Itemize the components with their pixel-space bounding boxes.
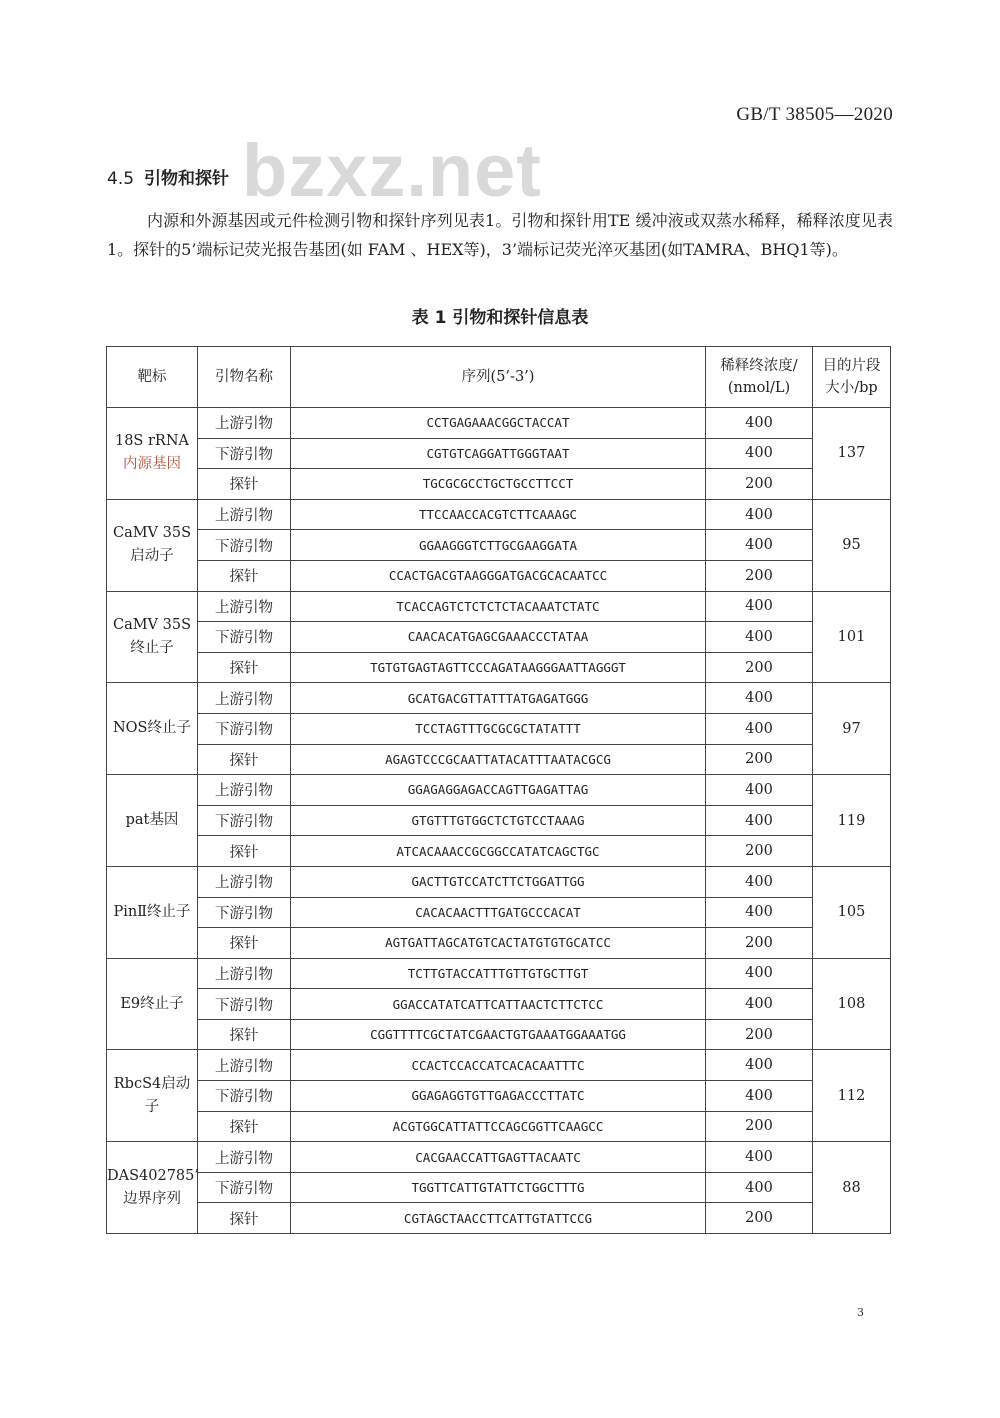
concentration-cell: 400 bbox=[706, 622, 813, 653]
primer-name-cell: 探针 bbox=[198, 744, 291, 775]
sequence-cell: TGCGCGCCTGCTGCCTTCCT bbox=[291, 469, 706, 500]
table-row bbox=[107, 1203, 891, 1234]
table-row bbox=[107, 591, 891, 622]
table-row bbox=[107, 928, 891, 959]
concentration-cell: 200 bbox=[706, 469, 813, 500]
table-row bbox=[107, 1142, 891, 1173]
target-sublabel: 终止子 bbox=[130, 639, 174, 656]
sequence-cell: GGAGAGGTGTTGAGACCCTTATC bbox=[291, 1081, 706, 1112]
primer-name-cell: 上游引物 bbox=[198, 775, 291, 806]
concentration-cell: 200 bbox=[706, 1203, 813, 1234]
header-sequence: 序列(5’-3’) bbox=[291, 347, 706, 408]
target-cell bbox=[107, 591, 198, 683]
target-label: E9终止子 bbox=[120, 995, 184, 1012]
concentration-cell: 400 bbox=[706, 530, 813, 561]
target-sublabel: 启动子 bbox=[130, 548, 174, 565]
primer-name-cell: 探针 bbox=[198, 1203, 291, 1234]
table-row bbox=[107, 1172, 891, 1203]
concentration-cell: 400 bbox=[706, 499, 813, 530]
primer-name-cell: 上游引物 bbox=[198, 1142, 291, 1173]
primer-name-cell: 上游引物 bbox=[198, 499, 291, 530]
header-primer-name: 引物名称 bbox=[198, 347, 291, 408]
target-label: 18S rRNA bbox=[114, 433, 189, 450]
target-cell bbox=[107, 1142, 198, 1234]
concentration-cell: 400 bbox=[706, 1081, 813, 1112]
sequence-cell: GACTTGTCCATCTTCTGGATTGG bbox=[291, 866, 706, 897]
page-number: 3 bbox=[857, 1306, 864, 1319]
table-row bbox=[107, 989, 891, 1020]
table-row bbox=[107, 866, 891, 897]
sequence-cell: TCTTGTACCATTTGTTGTGCTTGT bbox=[291, 958, 706, 989]
sequence-cell: ATCACAAACCGCGGCCATATCAGCTGC bbox=[291, 836, 706, 867]
primer-probe-table bbox=[106, 346, 891, 1234]
primer-name-cell: 下游引物 bbox=[198, 897, 291, 928]
concentration-cell: 200 bbox=[706, 744, 813, 775]
sequence-cell: CCTGAGAAACGGCTACCAT bbox=[291, 408, 706, 439]
concentration-cell: 400 bbox=[706, 989, 813, 1020]
sequence-cell: TGTGTGAGTAGTTCCCAGATAAGGGAATTAGGGT bbox=[291, 652, 706, 683]
header-target: 靶标 bbox=[107, 347, 198, 408]
primer-name-cell: 下游引物 bbox=[198, 1081, 291, 1112]
concentration-cell: 400 bbox=[706, 805, 813, 836]
table-row bbox=[107, 775, 891, 806]
primer-name-cell: 上游引物 bbox=[198, 408, 291, 439]
sequence-cell: GGAAGGGTCTTGCGAAGGATA bbox=[291, 530, 706, 561]
concentration-cell: 200 bbox=[706, 560, 813, 591]
section-heading bbox=[107, 164, 229, 189]
concentration-cell: 400 bbox=[706, 408, 813, 439]
sequence-cell: AGAGTCCCGCAATTATACATTTAATACGCG bbox=[291, 744, 706, 775]
target-cell bbox=[107, 1050, 198, 1142]
table-row bbox=[107, 438, 891, 469]
primer-name-cell: 探针 bbox=[198, 1111, 291, 1142]
sequence-cell: GTGTTTGTGGCTCTGTCCTAAAG bbox=[291, 805, 706, 836]
target-sublabel: 边界序列 bbox=[123, 1190, 181, 1207]
table-row bbox=[107, 1111, 891, 1142]
target-cell bbox=[107, 958, 198, 1050]
header-fragment-line1: 目的片段 bbox=[822, 358, 881, 374]
target-label: RbcS4启动子 bbox=[113, 1075, 191, 1115]
concentration-cell: 400 bbox=[706, 438, 813, 469]
primer-name-cell: 下游引物 bbox=[198, 805, 291, 836]
table-row bbox=[107, 652, 891, 683]
table-row bbox=[107, 683, 891, 714]
concentration-cell: 400 bbox=[706, 1142, 813, 1173]
sequence-cell: TCCTAGTTTGCGCGCTATATTT bbox=[291, 713, 706, 744]
concentration-cell: 400 bbox=[706, 897, 813, 928]
concentration-cell: 200 bbox=[706, 928, 813, 959]
header-fragment-line2: 大小/bp bbox=[825, 380, 878, 396]
watermark: bzxz.net bbox=[242, 129, 542, 212]
target-cell bbox=[107, 683, 198, 775]
fragment-size-cell: 112 bbox=[813, 1050, 891, 1142]
sequence-cell: TCACCAGTCTCTCTCTACAAATCTATC bbox=[291, 591, 706, 622]
table-body bbox=[107, 408, 891, 1234]
primer-name-cell: 上游引物 bbox=[198, 866, 291, 897]
concentration-cell: 400 bbox=[706, 591, 813, 622]
primer-name-cell: 探针 bbox=[198, 652, 291, 683]
primer-name-cell: 下游引物 bbox=[198, 989, 291, 1020]
fragment-size-cell: 97 bbox=[813, 683, 891, 775]
sequence-cell: GGAGAGGAGACCAGTTGAGATTAG bbox=[291, 775, 706, 806]
fragment-size-cell: 119 bbox=[813, 775, 891, 867]
table-row bbox=[107, 1050, 891, 1081]
section-paragraph: 内源和外源基因或元件检测引物和探针序列见表1。引物和探针用TE 缓冲液或双蒸水稀释，稀释浓度见表1。探针的5’端标记荧光报告基团(如 FAM 、HEX等)，3’端标记荧光淬灭基团(如TAMRA、BHQ1等)。 bbox=[107, 211, 893, 259]
primer-name-cell: 上游引物 bbox=[198, 958, 291, 989]
fragment-size-cell: 108 bbox=[813, 958, 891, 1050]
target-sublabel: 内源基因 bbox=[123, 456, 181, 473]
table-row bbox=[107, 530, 891, 561]
table-row bbox=[107, 958, 891, 989]
target-label: DAS402785’ bbox=[107, 1167, 199, 1184]
primer-name-cell: 上游引物 bbox=[198, 683, 291, 714]
fragment-size-cell: 137 bbox=[813, 408, 891, 500]
header-concentration-line2: (nmol/L) bbox=[727, 380, 791, 396]
section-number: 4.5 bbox=[107, 169, 135, 189]
target-cell bbox=[107, 866, 198, 958]
concentration-cell: 400 bbox=[706, 713, 813, 744]
target-label: pat基因 bbox=[125, 812, 179, 829]
table-row bbox=[107, 622, 891, 653]
target-label: PinⅡ终止子 bbox=[113, 903, 191, 920]
table-row bbox=[107, 499, 891, 530]
concentration-cell: 400 bbox=[706, 683, 813, 714]
primer-name-cell: 上游引物 bbox=[198, 591, 291, 622]
primer-name-cell: 下游引物 bbox=[198, 622, 291, 653]
table-row bbox=[107, 1019, 891, 1050]
sequence-cell: TGGTTCATTGTATTCTGGCTTTG bbox=[291, 1172, 706, 1203]
table-row bbox=[107, 560, 891, 591]
header-concentration-line1: 稀释终浓度/ bbox=[720, 358, 798, 374]
concentration-cell: 200 bbox=[706, 1019, 813, 1050]
table-row bbox=[107, 469, 891, 500]
target-cell bbox=[107, 499, 198, 591]
standard-number: GB/T 38505—2020 bbox=[736, 104, 893, 125]
sequence-cell: TTCCAACCACGTCTTCAAAGC bbox=[291, 499, 706, 530]
fragment-size-cell: 101 bbox=[813, 591, 891, 683]
section-title: 引物和探针 bbox=[144, 169, 230, 189]
primer-name-cell: 下游引物 bbox=[198, 1172, 291, 1203]
fragment-size-cell: 95 bbox=[813, 499, 891, 591]
primer-name-cell: 探针 bbox=[198, 836, 291, 867]
sequence-cell: GGACCATATCATTCATTAACTCTTCTCC bbox=[291, 989, 706, 1020]
primer-name-cell: 探针 bbox=[198, 928, 291, 959]
target-cell bbox=[107, 408, 198, 500]
sequence-cell: CGTAGCTAACCTTCATTGTATTCCG bbox=[291, 1203, 706, 1234]
target-cell bbox=[107, 775, 198, 867]
primer-name-cell: 探针 bbox=[198, 1019, 291, 1050]
primer-name-cell: 探针 bbox=[198, 469, 291, 500]
table-row bbox=[107, 805, 891, 836]
target-label: NOS终止子 bbox=[112, 720, 191, 737]
header-concentration bbox=[706, 347, 813, 408]
table-row bbox=[107, 744, 891, 775]
table-row bbox=[107, 713, 891, 744]
sequence-cell: CGTGTCAGGATTGGGTAAT bbox=[291, 438, 706, 469]
concentration-cell: 400 bbox=[706, 866, 813, 897]
sequence-cell: CCACTCCACCATCACACAATTTC bbox=[291, 1050, 706, 1081]
table-row bbox=[107, 408, 891, 439]
table-caption: 表 1 引物和探针信息表 bbox=[411, 308, 589, 328]
concentration-cell: 400 bbox=[706, 1050, 813, 1081]
fragment-size-cell: 88 bbox=[813, 1142, 891, 1234]
concentration-cell: 400 bbox=[706, 958, 813, 989]
sequence-cell: AGTGATTAGCATGTCACTATGTGTGCATCC bbox=[291, 928, 706, 959]
primer-name-cell: 下游引物 bbox=[198, 438, 291, 469]
primer-name-cell: 探针 bbox=[198, 560, 291, 591]
concentration-cell: 400 bbox=[706, 775, 813, 806]
concentration-cell: 200 bbox=[706, 836, 813, 867]
sequence-cell: CACGAACCATTGAGTTACAATC bbox=[291, 1142, 706, 1173]
sequence-cell: CCACTGACGTAAGGGATGACGCACAATCC bbox=[291, 560, 706, 591]
table-row bbox=[107, 836, 891, 867]
concentration-cell: 200 bbox=[706, 1111, 813, 1142]
primer-name-cell: 下游引物 bbox=[198, 530, 291, 561]
table-row bbox=[107, 1081, 891, 1112]
sequence-cell: CGGTTTTCGCTATCGAACTGTGAAATGGAAATGG bbox=[291, 1019, 706, 1050]
sequence-cell: CACACAACTTTGATGCCCACAT bbox=[291, 897, 706, 928]
concentration-cell: 200 bbox=[706, 652, 813, 683]
fragment-size-cell: 105 bbox=[813, 866, 891, 958]
table-row bbox=[107, 897, 891, 928]
header-fragment bbox=[813, 347, 891, 408]
target-label: CaMV 35S bbox=[112, 525, 192, 542]
primer-name-cell: 下游引物 bbox=[198, 713, 291, 744]
sequence-cell: GCATGACGTTATTTATGAGATGGG bbox=[291, 683, 706, 714]
table-header-row bbox=[107, 347, 891, 408]
sequence-cell: ACGTGGCATTATTCCAGCGGTTCAAGCC bbox=[291, 1111, 706, 1142]
sequence-cell: CAACACATGAGCGAAACCCTATAA bbox=[291, 622, 706, 653]
primer-name-cell: 上游引物 bbox=[198, 1050, 291, 1081]
target-label: CaMV 35S bbox=[112, 616, 192, 633]
concentration-cell: 400 bbox=[706, 1172, 813, 1203]
